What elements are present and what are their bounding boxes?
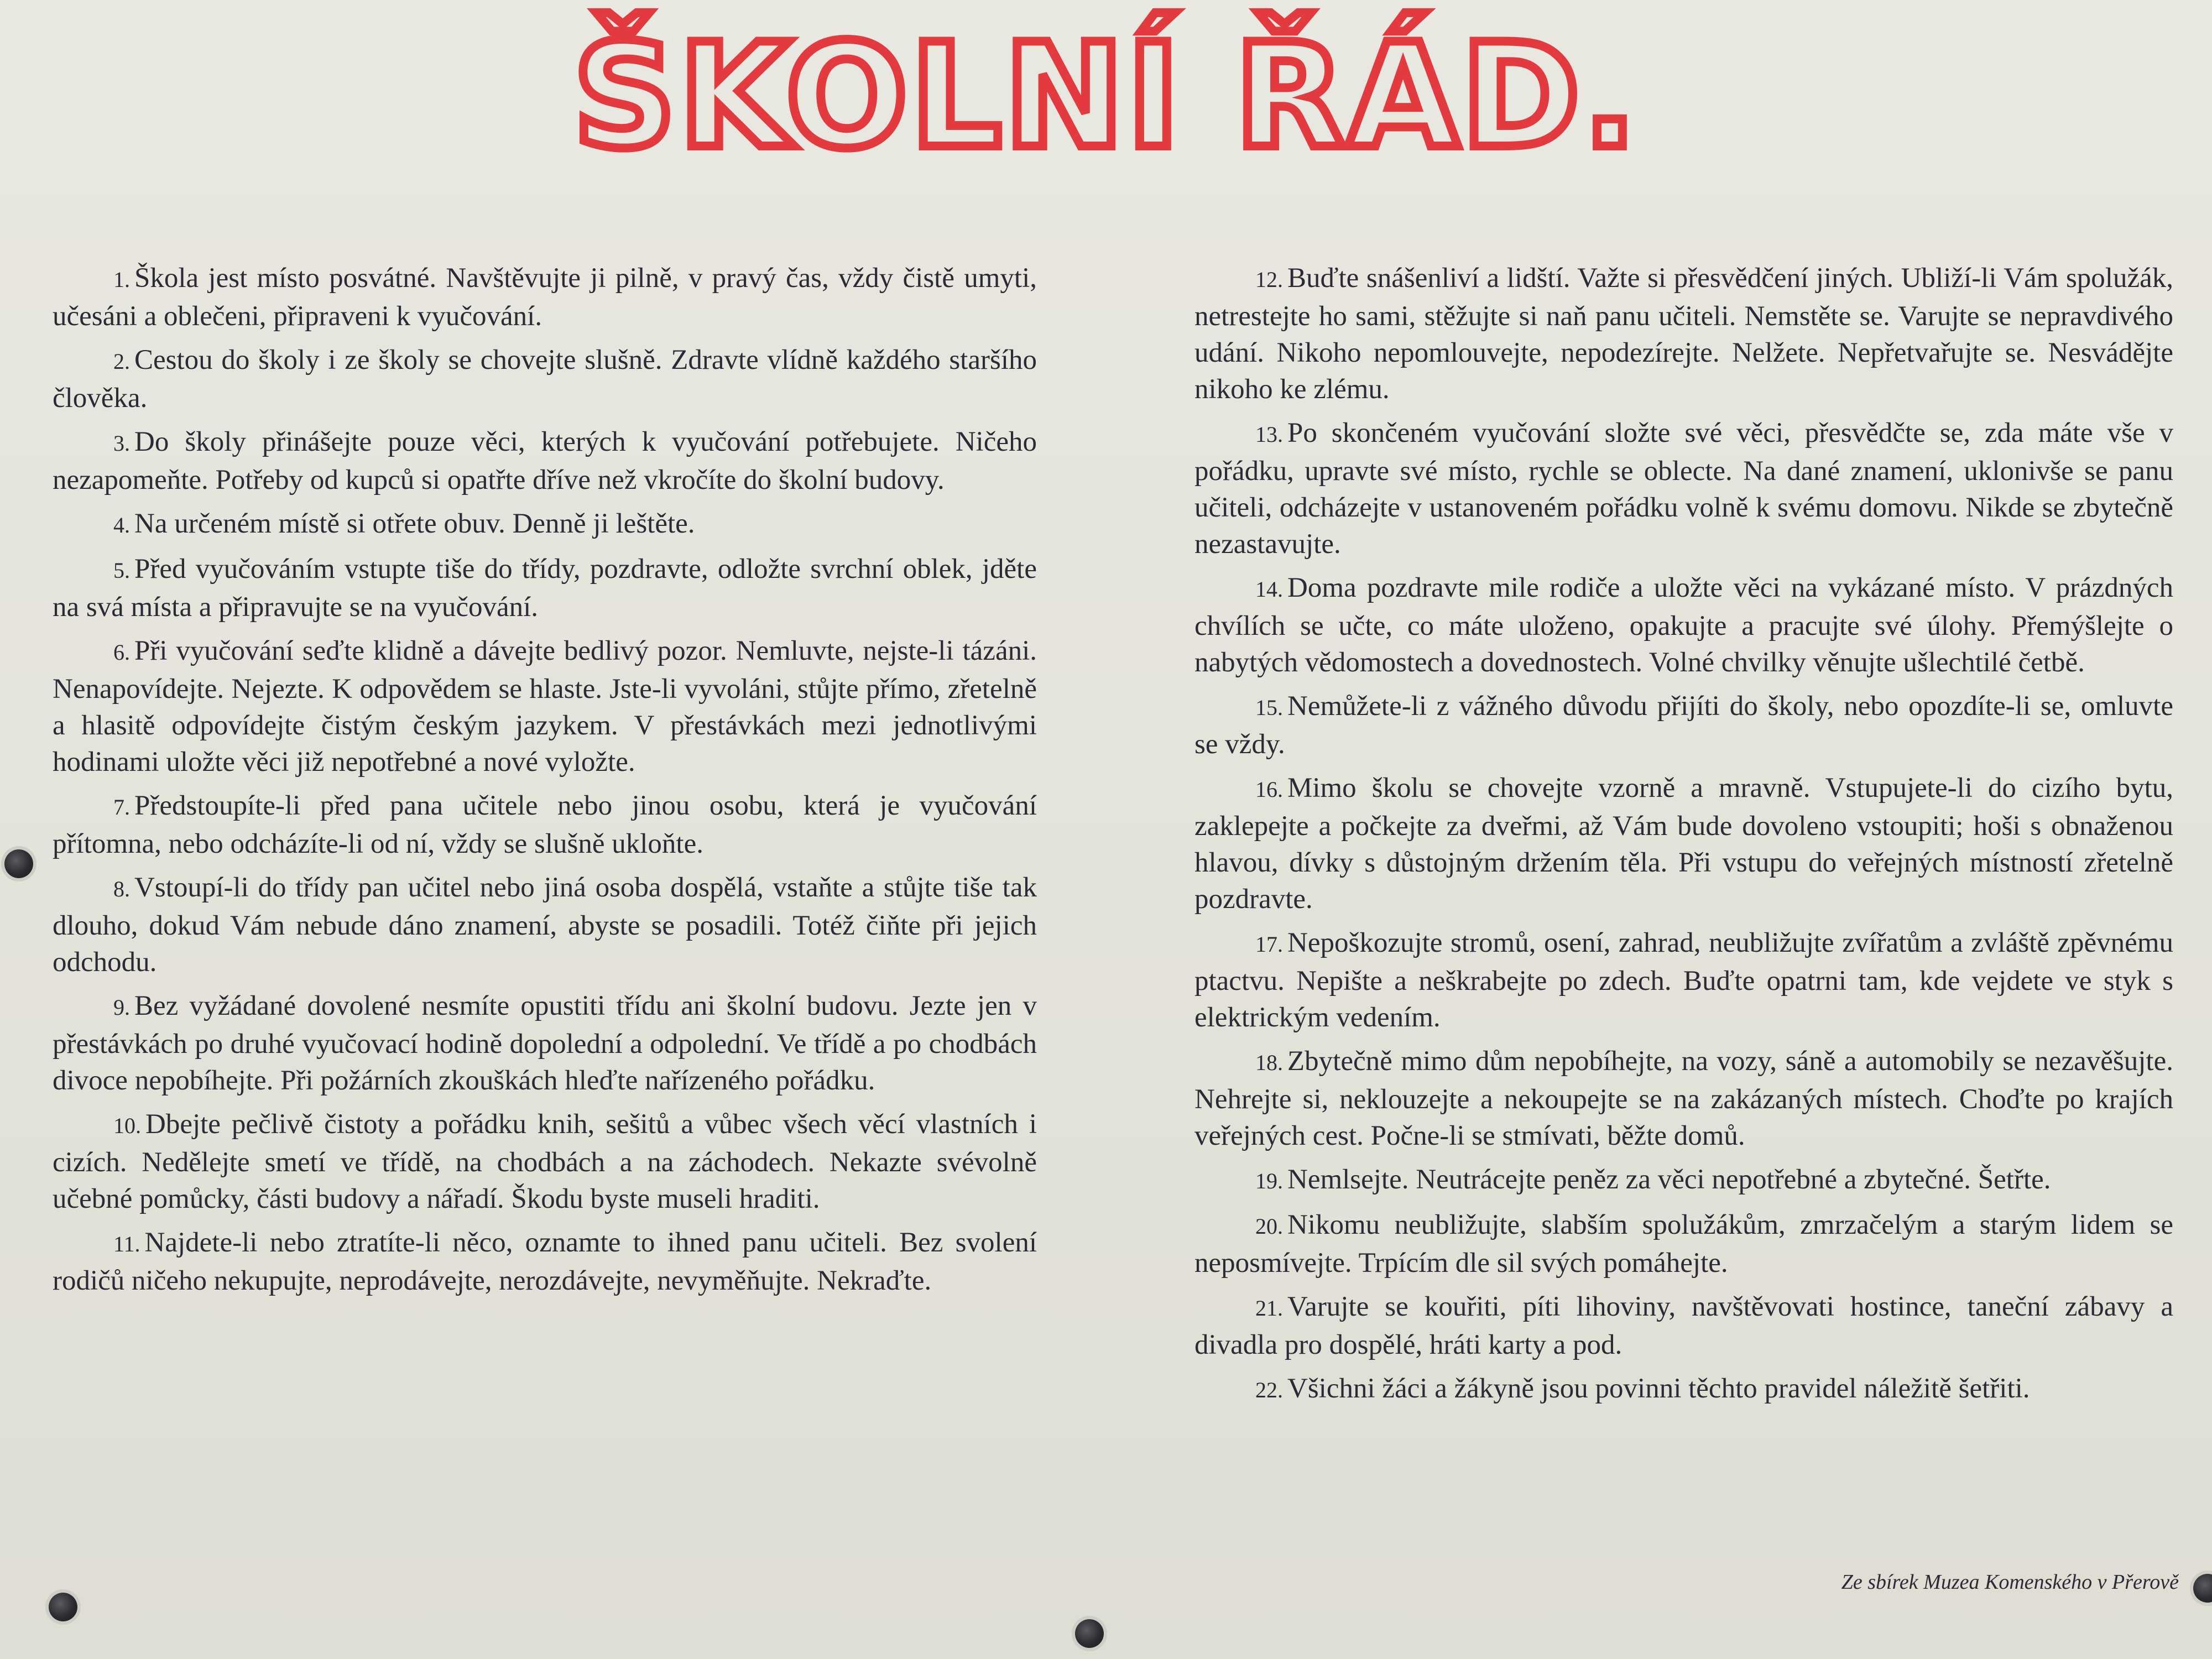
rule-item xyxy=(53,633,1037,780)
rule-text: Do školy přinášejte pouze věci, kterých k vyučování potřebujete. Ničeho nezapomeňte. Potřeby od kupců si opatřte dříve než vkročíte do školní budovy. xyxy=(53,426,1037,495)
rule-text: Předstoupíte-li před pana učitele nebo jinou osobu, která je vyučování přítomna, nebo odcházíte-li od ní, vždy se slušně ukloňte. xyxy=(53,790,1037,859)
rule-item xyxy=(1194,1288,2173,1363)
rule-number: 5. xyxy=(113,558,130,583)
rule-text: Nemůžete-li z vážného důvodu přijíti do školy, nebo opozdíte-li se, omluvte se vždy. xyxy=(1194,691,2173,760)
rule-number: 3. xyxy=(113,431,130,456)
rule-number: 11. xyxy=(113,1232,140,1256)
rule-item xyxy=(53,505,1037,544)
rule-item xyxy=(1194,925,2173,1036)
rule-item xyxy=(1194,1161,2173,1199)
rule-number: 18. xyxy=(1255,1050,1283,1075)
rule-text: Buďte snášenliví a lidští. Važte si přesvědčení jiných. Ubliží-li Vám spolužák, netrestejte ho sami, stěžujte si naň panu učiteli. Nemstěte se. Varujte se nepravdivého udání. Nikoho nepomlouvejte, nepodezírejte. Nelžete. Nepřetvařujte se. Nesváděјte nikoho ke zlému. xyxy=(1194,263,2173,405)
rule-text: Doma pozdravte mile rodiče a uložte věci na vykázané místo. V prázdných chvílích se učte, co máte uloženo, opakujte a pracujte své úlohy. Přemýšlejte o nabytých vědomostech a dovednostech. Volné chvilky věnujte ušlechtilé četbě. xyxy=(1194,572,2173,678)
rule-item xyxy=(53,988,1037,1099)
rule-item xyxy=(1194,1043,2173,1154)
rule-text: Najdete-li nebo ztratíte-li něco, oznamte to ihned panu učiteli. Bez svolení rodičů ničeho nekupujte, neprodávejte, nerozdávejte, nevyměňujte. Nekraďte. xyxy=(53,1227,1037,1296)
rule-item xyxy=(53,787,1037,862)
page-title: ŠKOLNÍ ŘÁD. xyxy=(572,13,1640,180)
rule-text: Mimo školu se chovejte vzorně a mravně. Vstupujete-li do cizího bytu, zaklepejte a počkejte za dveřmi, až Vám bude dovoleno vstoupiti; hoši s obnaženou hlavou, dívky s důstojným držením těla. Při vstupu do veřejných místností zřetelně pozdravte. xyxy=(1194,773,2173,915)
rule-text: Škola jest místo posvátné. Navštěvujte ji pilně, v pravý čas, vždy čistě umyti, učesáni a oblečeni, připraveni k vyučování. xyxy=(53,263,1037,332)
rule-item xyxy=(1194,770,2173,917)
rule-number: 6. xyxy=(113,640,130,665)
rule-text: Zbytečně mimo dům nepobíhejte, na vozy, sáně a automobily se nezavěšujte. Nehrejte si, neklouzejte a nekoupejte se na zakázaných místech. Choďte po krajích veřejných cest. Počne-li se stmívati, běžte domů. xyxy=(1194,1046,2173,1151)
rule-item xyxy=(1194,1207,2173,1281)
rule-item xyxy=(53,342,1037,416)
rule-number: 13. xyxy=(1255,422,1283,447)
rule-number: 15. xyxy=(1255,695,1283,720)
rule-item xyxy=(53,260,1037,335)
rule-text: Vstoupí-li do třídy pan učitel nebo jiná osoba dospělá, vstaňte a stůjte tiše tak dlouho, dokud Vám nebude dáno znamení, abyste se posadili. Totéž čiňte při jejich odchodu. xyxy=(53,872,1037,978)
rule-number: 17. xyxy=(1255,932,1283,957)
rule-number: 14. xyxy=(1255,577,1283,602)
rule-number: 16. xyxy=(1255,777,1283,802)
rule-text: Bez vyžádané dovolené nesmíte opustiti třídu ani školní budovu. Jezte jen v přestávkách po druhé vyučovací hodině dopolední a odpolední. Ve třídě a po chodbách divoce nepobíhejte. Při požárních zkouškách hleďte nařízeného pořádku. xyxy=(53,990,1037,1096)
mounting-screw-icon xyxy=(1075,1619,1104,1648)
rule-item xyxy=(53,869,1037,980)
rule-item xyxy=(53,424,1037,498)
rule-text: Po skončeném vyučování složte své věci, přesvědčte se, zda máte vše v pořádku, upravte své místo, rychle se oblecte. Na dané znamení, uklonivše se panu učiteli, odcházejte v ustanoveném pořádku volně k svému domovu. Nikde se zbytečně nezastavujte. xyxy=(1194,418,2173,560)
rule-number: 10. xyxy=(113,1113,141,1138)
rule-number: 2. xyxy=(113,349,130,374)
rule-item xyxy=(1194,688,2173,763)
rules-column-left xyxy=(53,260,1037,1306)
mounting-screw-icon xyxy=(4,849,33,878)
rule-number: 20. xyxy=(1255,1214,1283,1239)
rule-number: 9. xyxy=(113,995,130,1020)
rule-text: Nepoškozujte stromů, osení, zahrad, neubližujte zvířatům a zvláště zpěvnému ptactvu. Nepište a neškrabejte po zdech. Buďte opatrni tam, kde vejdete ve styk s elektrickým vedením. xyxy=(1194,927,2173,1033)
rule-item xyxy=(53,551,1037,625)
rule-text: Nikomu neubližujte, slabším spolužákům, zmrzačelým a starým lidem se neposmívejte. Trpícím dle sil svých pomáhejte. xyxy=(1194,1209,2173,1279)
rule-number: 8. xyxy=(113,877,130,901)
rule-number: 22. xyxy=(1255,1378,1283,1402)
museum-credit: Ze sbírek Muzea Komenského v Přerově xyxy=(1841,1571,2179,1594)
rule-text: Všichni žáci a žákyně jsou povinni těchto pravidel náležitě šetřiti. xyxy=(1287,1373,2030,1404)
rule-number: 7. xyxy=(113,795,130,820)
rule-text: Před vyučováním vstupte tiše do třídy, pozdravte, odložte svrchní oblek, jděte na svá místa a připravujte se na vyučování. xyxy=(53,554,1037,623)
mounting-screw-icon xyxy=(2193,1574,2212,1603)
rule-item xyxy=(1194,1370,2173,1408)
rule-item xyxy=(1194,260,2173,408)
rule-number: 12. xyxy=(1255,267,1283,292)
mounting-screw-icon xyxy=(49,1593,77,1621)
rule-item xyxy=(53,1106,1037,1217)
rule-text: Na určeném místě si otřete obuv. Denně ji leštěte. xyxy=(134,508,695,539)
rule-text: Při vyučování seďte klidně a dávejte bedlivý pozor. Nemluvte, nejste-li tázáni. Nenapovídejte. Nejezte. K odpovědem se hlaste. Jste-li vyvoláni, stůjte přímo, zřetelně a hlasitě odpovídejte čistým českým jazykem. V přestávkách mezi jednotlivými hodinami uložte věci již nepotřebné a nové vyložte. xyxy=(53,635,1037,778)
rules-column-right xyxy=(1194,260,2173,1416)
rule-text: Varujte se kouřiti, píti lihoviny, navštěvovati hostince, taneční zábavy a divadla pro dospělé, hráti karty a pod. xyxy=(1194,1291,2173,1360)
rule-number: 19. xyxy=(1255,1168,1283,1193)
rule-number: 21. xyxy=(1255,1296,1283,1321)
rule-text: Dbejte pečlivě čistoty a pořádku knih, sešitů a vůbec všech věcí vlastních i cizích. Nedělejte smetí ve třídě, na chodbách a na záchodech. Nekazte svévolně učebné pomůcky, části budovy a nářadí. Škodu byste museli hraditi. xyxy=(53,1109,1037,1214)
rule-number: 4. xyxy=(113,513,130,538)
rule-item xyxy=(53,1224,1037,1299)
rule-text: Nemlsejte. Neutrácejte peněz za věci nepotřebné a zbytečné. Šetřte. xyxy=(1287,1164,2051,1195)
rule-number: 1. xyxy=(113,267,130,292)
rule-text: Cestou do školy i ze školy se chovejte slušně. Zdravte vlídně každého staršího člověka. xyxy=(53,345,1037,414)
rule-item xyxy=(1194,570,2173,681)
rule-item xyxy=(1194,415,2173,562)
